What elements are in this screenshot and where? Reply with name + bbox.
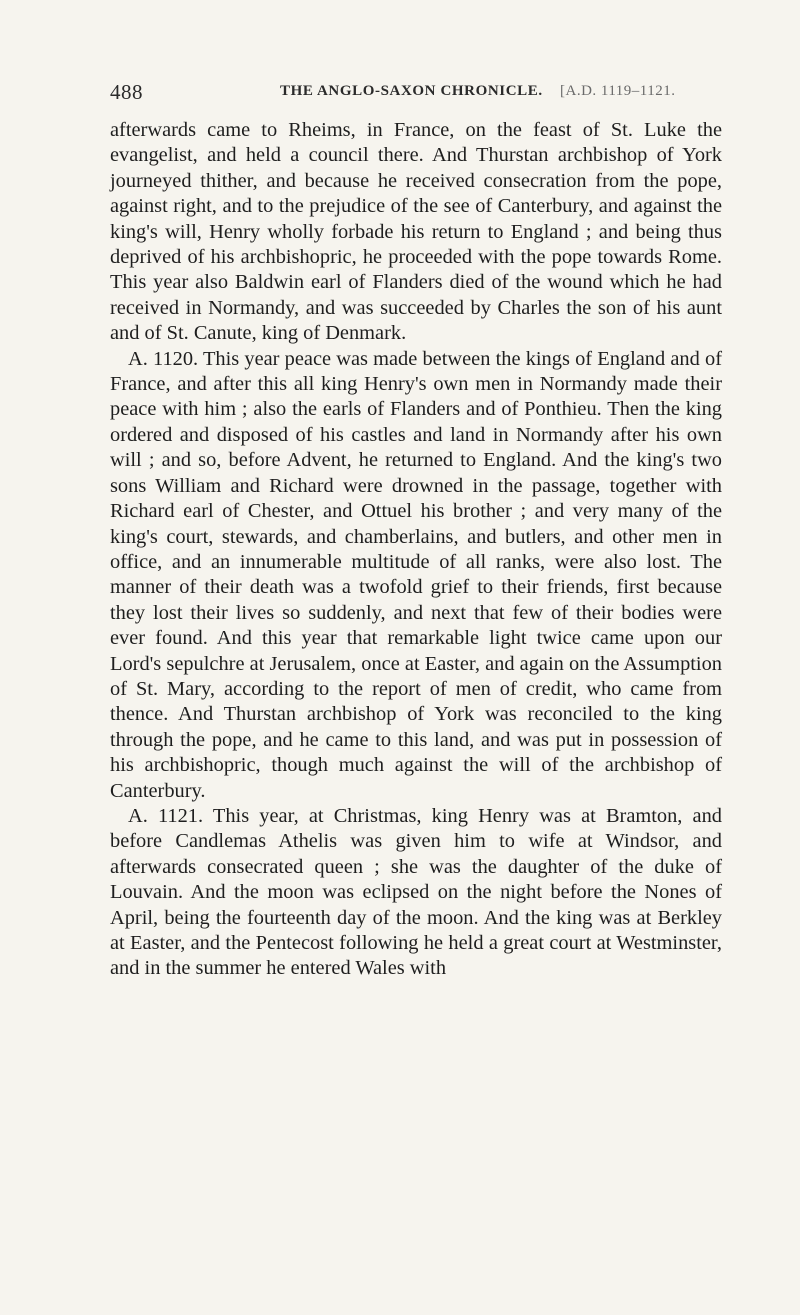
entry-1120: A. 1120. This year peace was made between the kings of England and of France, and after this all king Henry's own men in Normandy made their peace with him ; also the earls of Flanders and of Ponthieu. Then the king ordered and disposed of his castles and land in Normandy after his own will ; and so, before Advent, he returned to England. And the king's two sons William and Richard were drowned in the passage, together with Richard earl of Chester, and Ottuel his brother ; and very many of the king's court, stewards, and chamberlains, and butlers, and other men in office, and an innumerable multitude of all ranks, were also lost. The manner of their death was a twofold grief to their friends, first because they lost their lives so suddenly, and next that few of their bodies were ever found. And this year that remarkable light twice came upon our Lord's sepulchre at Jerusalem, once at Easter, and again on the Assumption of St. Mary, according to the report of men of credit, who came from thence. And Thurstan archbishop of York was reconciled to the king through the pope, and he came to this land, and was put in possession of his archbishopric, though much against the will of the archbishop of Canterbury. [110,347,722,802]
running-title: THE ANGLO-SAXON CHRONICLE. [280,83,543,99]
running-date-range: [A.D. 1119–1121. [560,83,676,99]
running-head [110,80,720,104]
chronicle-text [110,118,722,982]
page-number: 488 [110,80,143,104]
entry-1121: A. 1121. This year, at Christmas, king Henry was at Bramton, and before Candlemas Athelis was given him to wife at Windsor, and afterwards consecrated queen ; she was the daughter of the duke of Louvain. And the moon was eclipsed on the night before the Nones of April, being the fourteenth day of the moon. And the king was at Berkley at Easter, and the Pentecost following he held a great court at Westminster, and in the summer he entered Wales with [110,804,722,980]
continuation-paragraph: afterwards came to Rheims, in France, on the feast of St. Luke the evangelist, and held a council there. And Thurstan archbishop of York journeyed thither, and because he received consecration from the pope, against right, and to the prejudice of the see of Canterbury, and against the king's will, Henry wholly forbade his return to England ; and being thus deprived of his archbishopric, he proceeded with the pope towards Rome. This year also Baldwin earl of Flanders died of the wound which he had received in Normandy, and was succeeded by Charles the son of his aunt and of St. Canute, king of Denmark. [110,119,722,345]
